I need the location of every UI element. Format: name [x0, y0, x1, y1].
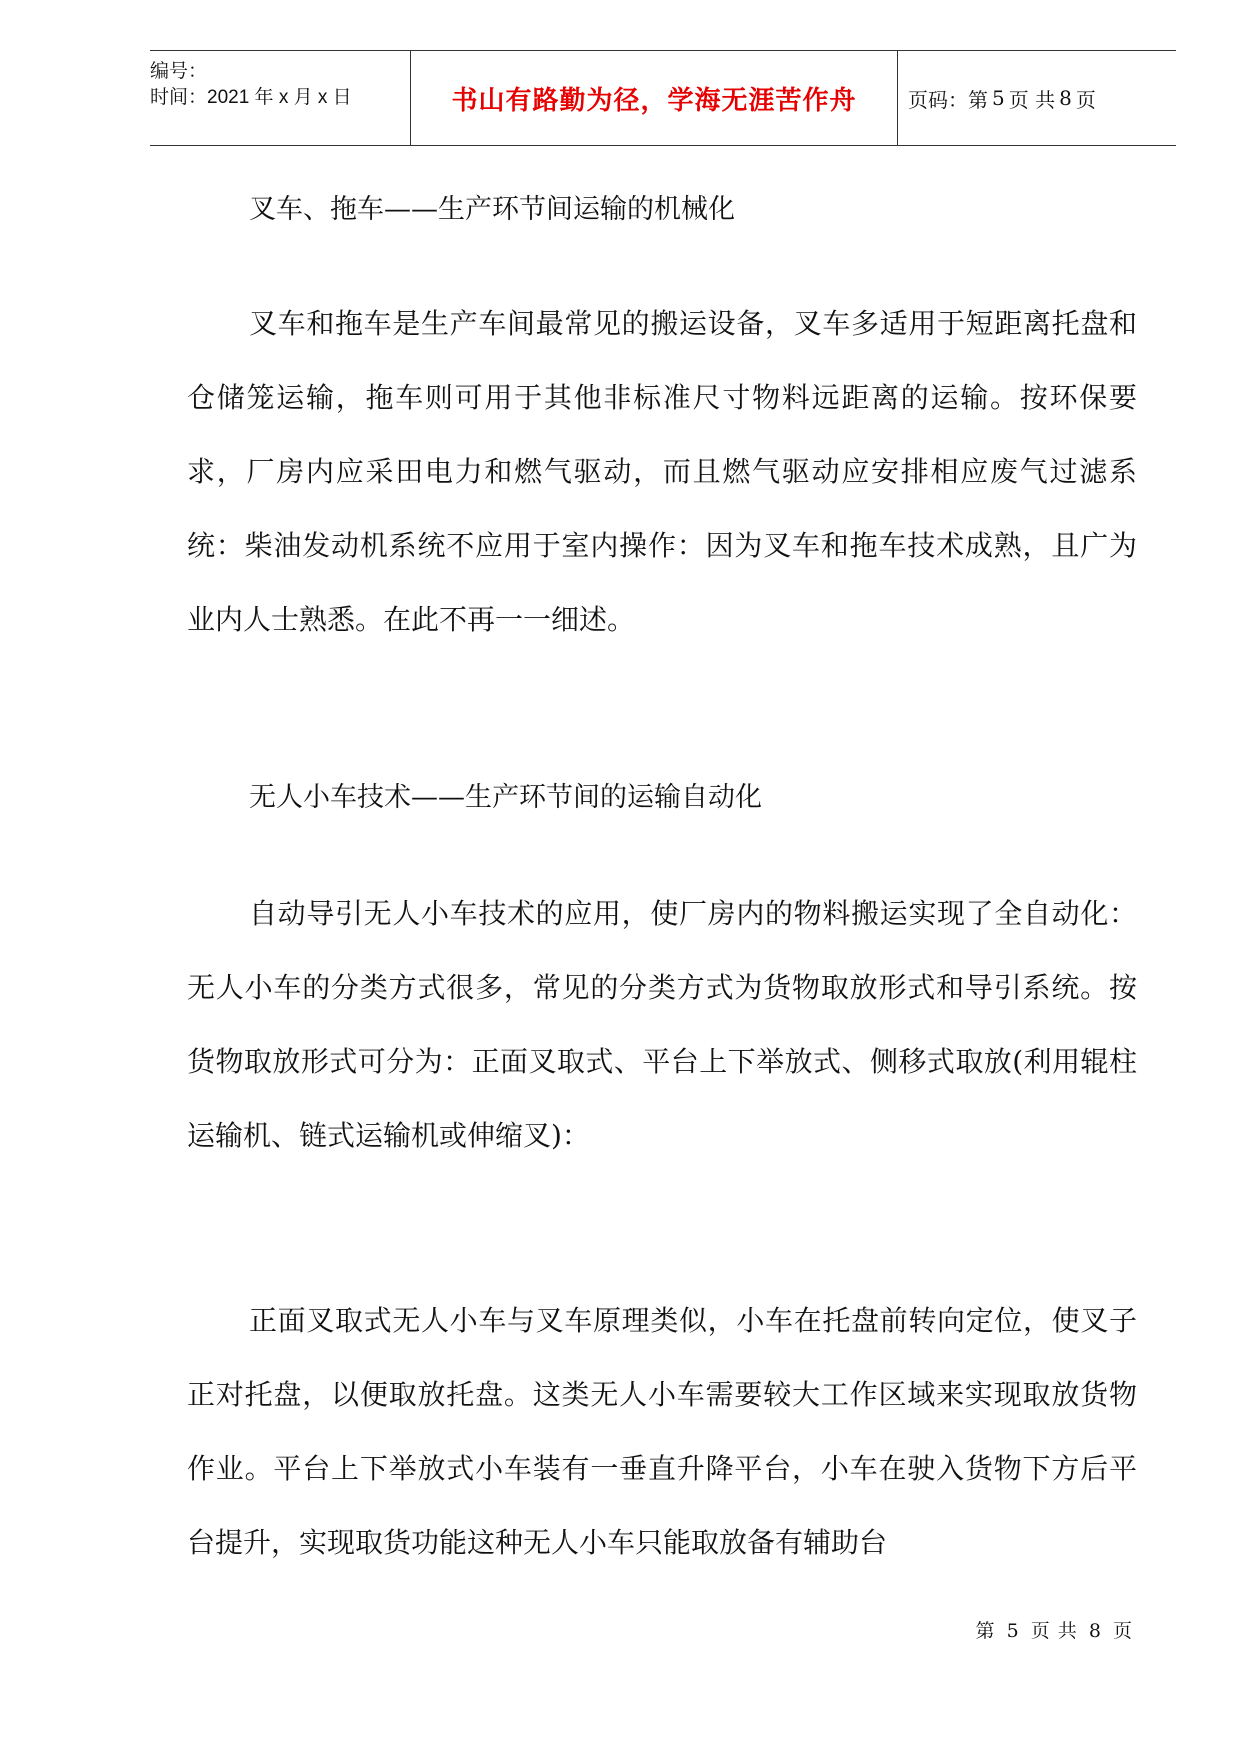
page-total: 8 [1059, 86, 1072, 110]
section-heading-agv: 无人小车技术——生产环节间的运输自动化 [249, 782, 762, 813]
page-label: 页码：第 [908, 87, 988, 112]
page-mid: 页 共 [1008, 87, 1056, 112]
paragraph-agv-intro: 自动导引无人小车技术的应用，使厂房内的物料搬运实现了全自动化：无人小车的分类方式很多，常见的分类方式为货物取放形式和导引系统。按货物取放形式可分为：正面叉取式、平台上下举放式、侧移式取放(利用辊柱运输机、链式运输机或伸缩叉)： [187, 897, 1137, 1152]
footer-total: 8 [1088, 1620, 1102, 1642]
paragraph-agv-types: 正面叉取式无人小车与叉车原理类似，小车在托盘前转向定位，使叉子正对托盘，以便取放托盘。这类无人小车需要较大工作区域来实现取放货物作业。平台上下举放式小车装有一垂直升降平台，小车在驶入货物下方后平台提升，实现取货功能这种无人小车只能取放备有辅助台 [187, 1304, 1137, 1559]
header-motto: 书山有路勤为径，学海无涯苦作舟 [410, 51, 898, 145]
footer-prefix: 第 [975, 1620, 996, 1642]
serial-label: 编号： [150, 61, 208, 82]
header-meta [150, 51, 410, 145]
footer-current: 5 [1006, 1620, 1020, 1642]
time-label: 时间：2021 年 x 月 x 日 [150, 87, 352, 108]
header-page-number [898, 51, 1176, 145]
page-footer [976, 1616, 1137, 1643]
page-header [150, 50, 1176, 146]
footer-suffix: 页 [1112, 1620, 1133, 1642]
page-end: 页 [1075, 87, 1096, 112]
section-heading-forklift: 叉车、拖车——生产环节间运输的机械化 [249, 194, 735, 225]
page-current: 5 [992, 86, 1005, 110]
paragraph-forklift: 叉车和拖车是生产车间最常见的搬运设备，叉车多适用于短距离托盘和仓储笼运输，拖车则可用于其他非标准尺寸物料远距离的运输。按环保要求，厂房内应采田电力和燃气驱动，而且燃气驱动应安排相应废气过滤系统：柴油发动机系统不应用于室内操作：因为叉车和拖车技术成熟，且广为业内人士熟悉。在此不再一一细述。 [187, 307, 1137, 636]
footer-mid: 页 共 [1030, 1620, 1078, 1642]
